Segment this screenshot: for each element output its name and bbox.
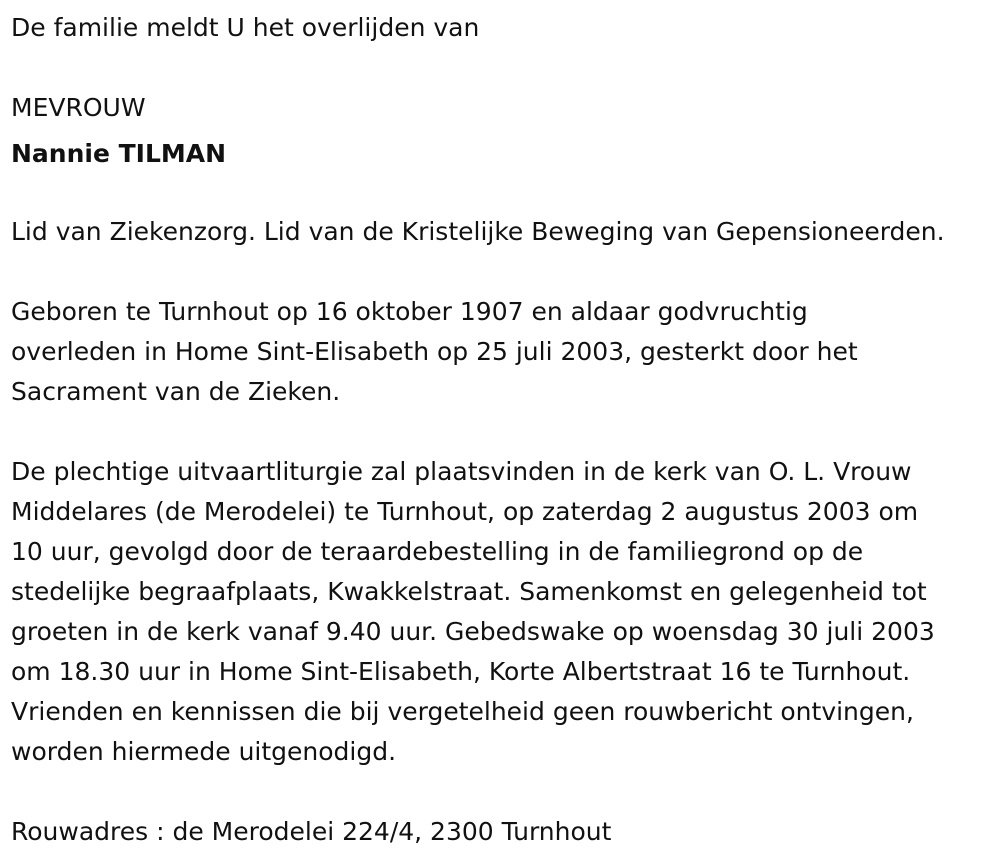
mourning-address: Rouwadres : de Merodelei 224/4, 2300 Turnhout: [11, 817, 612, 846]
paragraph-line: Sacrament van de Zieken.: [11, 377, 341, 406]
deceased-name: Nannie TILMAN: [11, 139, 227, 168]
paragraph-line: stedelijke begraafplaats, Kwakkelstraat. Samenkomst en gelegenheid tot: [11, 577, 927, 606]
paragraph-line: om 18.30 uur in Home Sint-Elisabeth, Korte Albertstraat 16 te Turnhout.: [11, 657, 911, 686]
paragraph-line: De plechtige uitvaartliturgie zal plaatsvinden in de kerk van O. L. Vrouw: [11, 457, 912, 486]
title-text: MEVROUW: [11, 93, 146, 122]
paragraph-line: worden hiermede uitgenodigd.: [11, 737, 397, 766]
funeral-paragraph: [11, 452, 992, 772]
membership-text: Lid van Ziekenzorg. Lid van de Kristelijke Beweging van Gepensioneerden.: [11, 217, 945, 246]
paragraph-line: overleden in Home Sint-Elisabeth op 25 juli 2003, gesterkt door het: [11, 337, 858, 366]
spacer: [11, 252, 992, 292]
paragraph-line: 10 uur, gevolgd door de teraardebestelling in de familiegrond op de: [11, 537, 864, 566]
spacer: [11, 48, 992, 88]
birth-death-paragraph: [11, 292, 992, 412]
paragraph-line: groeten in de kerk vanaf 9.40 uur. Gebedswake op woensdag 30 juli 2003: [11, 617, 935, 646]
spacer: [11, 772, 992, 812]
paragraph-line: Geboren te Turnhout op 16 oktober 1907 en aldaar godvruchtig: [11, 297, 808, 326]
paragraph-line: Vrienden en kennissen die bij vergetelheid geen rouwbericht ontvingen,: [11, 697, 914, 726]
intro-text: De familie meldt U het overlijden van: [11, 13, 480, 42]
spacer: [11, 412, 992, 452]
paragraph-line: Middelares (de Merodelei) te Turnhout, op zaterdag 2 augustus 2003 om: [11, 497, 919, 526]
spacer: [11, 174, 992, 212]
